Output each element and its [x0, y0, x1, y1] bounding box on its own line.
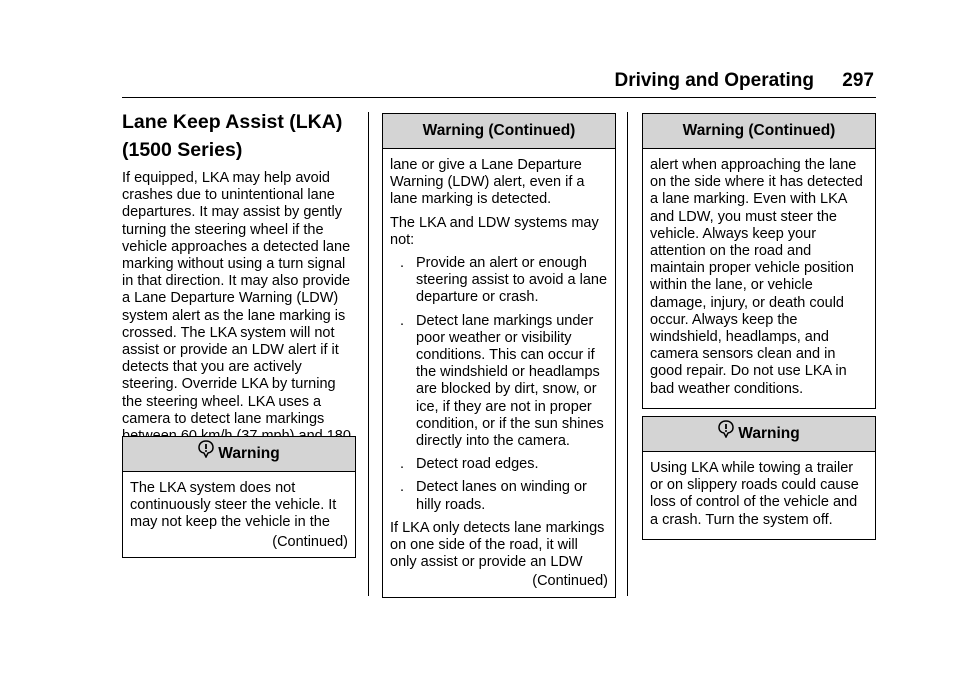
continued-label: (Continued) [272, 533, 348, 550]
warning-box-1-title: Warning [218, 445, 280, 463]
bullet-marker: . [400, 479, 405, 496]
warning-box-3-header: Warning (Continued) [643, 114, 875, 149]
section-title-line2: (1500 Series) [122, 139, 243, 161]
running-header-title: Driving and Operating [614, 70, 814, 91]
warning-box-4 [642, 416, 876, 540]
warning-box-4-text: Using LKA while towing a trailer or on slippery roads could cause loss of control of the vehicle and a crash. Turn the system off. [650, 460, 859, 528]
warning-icon [198, 437, 214, 471]
list-item-text: Detect lane markings under poor weather or visibility conditions. This can occur if the windshield or headlamps are blocked by dirt, snow, or ice, if they are not in proper condition, or if the sun shines directly into the camera. [416, 312, 604, 450]
warning-box-2-header: Warning (Continued) [383, 114, 615, 149]
warning-box-4-title: Warning [738, 425, 800, 443]
section-title [122, 108, 358, 164]
bullet-marker: . [400, 312, 405, 329]
section-body: If equipped, LKA may help avoid crashes due to unintentional lane departures. It may assist by gently turning the steering wheel if the vehicle approaches a detected lane marking without using a turn signal in that direction. It may also provide a Lane Departure Warning (LDW) system alert as the lane marking is crossed. The LKA system will not assist or provide an LDW alert if it detects that you are actively steering. Override LKA by turning the steering wheel. LKA uses a camera to detect lane markings [122, 170, 351, 427]
list-item-text: Provide an alert or enough steering assist to avoid a lane departure or crash. [416, 255, 608, 306]
column-divider-right [627, 112, 628, 596]
warning-box-1 [122, 436, 356, 558]
page-number: 297 [842, 70, 874, 91]
warning-box-2-paragraph-3: If LKA only detects lane markings on one side of the road, it will only assist or provide an LDW [390, 519, 605, 571]
list-item [390, 255, 608, 307]
warning-box-2-paragraph-2: The LKA and LDW systems may not: [390, 214, 599, 248]
warning-box-2 [382, 113, 616, 598]
header-rule [122, 97, 876, 98]
list-item-text: Detect road edges. [416, 456, 539, 473]
list-item [390, 456, 608, 473]
warning-icon [718, 417, 734, 451]
warning-box-2-paragraph-1: lane or give a Lane Departure Warning (LDW) alert, even if a lane marking is detected. [390, 157, 585, 208]
warning-box-3-text: alert when approaching the lane on the side where it has detected a lane marking. Even with LKA and LDW, you must steer the vehicle. Always keep your attention on the road and maintain proper vehicle position within the lane, or vehicle damage, injury, or death could occur. Always keep the windshield, headlamps, and camera sensors clean and in good repair. Do not use LKA in bad weather conditions. [650, 157, 863, 397]
bullet-marker: . [400, 255, 405, 272]
warning-box-1-header [123, 437, 355, 472]
continued-label: (Continued) [532, 573, 608, 590]
warning-box-4-header [643, 417, 875, 452]
warning-box-2-bullet-list [390, 255, 608, 514]
list-item [390, 313, 608, 451]
column-divider-left [368, 112, 369, 596]
section-title-line1: Lane Keep Assist (LKA) [122, 111, 343, 133]
list-item [390, 479, 608, 513]
bullet-marker: . [400, 456, 405, 473]
left-column [122, 108, 358, 462]
list-item-text: Detect lanes on winding or hilly roads. [416, 479, 587, 513]
warning-box-1-text: The LKA system does not continuously steer the vehicle. It may not keep the vehicle in the [130, 480, 337, 531]
warning-box-3 [642, 113, 876, 409]
